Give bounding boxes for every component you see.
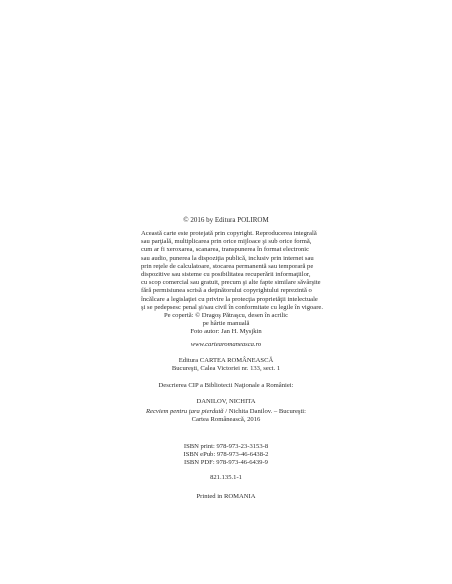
cip-heading: Descrierea CIP a Bibliotecii Naţionale a României:: [158, 382, 294, 389]
cover-credit-line: pe hârtie manuală: [202, 320, 250, 328]
copyright-line: © 2016 by Editura POLIROM: [183, 216, 269, 224]
copyright-notice: [141, 230, 338, 312]
copyright-notice-line: încălcare a legislaţiei cu privire la protecţia proprietăţii intelectuale: [141, 295, 318, 303]
publisher-name: Editura CARTEA ROMÂNEASCĂ: [178, 357, 274, 364]
book-title-line: [0, 408, 452, 416]
copyright-notice-line: fără permisiunea scrisă a deţinătorului copyrightului reprezintă o: [141, 287, 312, 295]
photo-credit-line: Foto autor: Jan H. Mysjkin: [190, 328, 262, 336]
isbn-pdf: ISBN PDF: 978-973-46-6439-9: [184, 459, 268, 467]
publisher-website: www.cartearomaneasca.ro: [190, 341, 262, 348]
book-title: Recviem pentru ţara pierdută: [146, 408, 224, 415]
isbn-block: [0, 443, 452, 468]
book-title-rest: / Nichita Danilov. – Bucureşti:: [223, 408, 306, 415]
copyright-notice-line: prin reţele de calculatoare, stocarea permanentă sau temporară pe: [141, 262, 314, 270]
copyright-notice-line: cum ar fi xeroxarea, scanarea, transpunerea în format electronic: [141, 246, 310, 254]
copyright-notice-line: şi se pedepsesc penal şi/sau civil în conformitate cu legile în vigoare.: [141, 303, 324, 311]
copyright-notice-line: sau audio, punerea la dispoziţia publică, inclusiv prin internet sau: [141, 254, 314, 262]
printed-in: Printed in ROMANIA: [196, 493, 256, 500]
isbn-epub: ISBN ePub: 978-973-46-6438-2: [183, 451, 269, 459]
copyright-notice-line: dispozitive sau sisteme cu posibilitatea recuperării informaţiilor,: [141, 271, 311, 279]
cover-credit-line: Pe copertă: © Dragoş Pătraşcu, desen în acrilic: [163, 312, 289, 319]
book-publisher-line: Cartea Românească, 2016: [191, 416, 261, 424]
classification-code: 821.135.1-1: [210, 474, 242, 481]
publisher-block: [0, 357, 452, 373]
copyright-notice-line: cu scop comercial sau gratuit, precum şi alte fapte similare săvârşite: [141, 279, 321, 287]
copyright-notice-line: Această carte este protejată prin copyright. Reproducerea integrală: [141, 230, 317, 237]
cover-credit: [0, 312, 452, 337]
copyright-notice-line: sau parţială, multiplicarea prin orice mijloace şi sub orice formă,: [141, 238, 312, 246]
author-name: DANILOV, NICHITA: [196, 398, 256, 405]
book-description: [0, 408, 452, 424]
publisher-address: Bucureşti, Calea Victoriei nr. 133, sect. 1: [171, 365, 281, 373]
isbn-print: ISBN print: 978-973-23-3153-8: [183, 443, 269, 450]
